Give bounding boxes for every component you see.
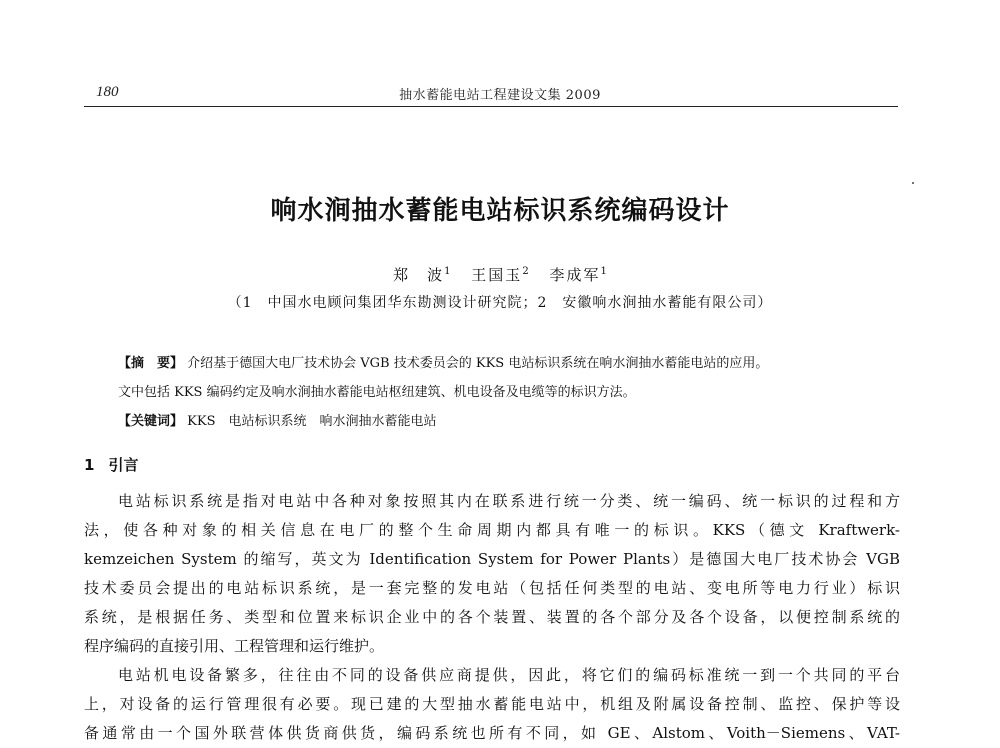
scan-speck xyxy=(912,182,914,184)
keywords-label: 【关键词】 xyxy=(118,414,184,429)
author-affiliation-index: 1 xyxy=(600,266,607,277)
paragraph-line: 技术委员会提出的电站标识系统，是一套完整的发电站（包括任何类型的电站、变电所等电力行业）标识 xyxy=(84,579,900,597)
paragraph-line: 备通常由一个国外联营体供货商供货，编码系统也所有不同，如 GE、Alstom、Voith－Siemens、VAT- xyxy=(84,724,900,742)
section-number: 1 xyxy=(84,456,95,474)
keywords-text: KKS 电站标识系统 响水涧抽水蓄能电站 xyxy=(187,414,437,429)
paragraph-line: 法，使各种对象的相关信息在电厂的整个生命周期内都具有唯一的标识。KKS（德文 Kraftwerk- xyxy=(84,521,900,539)
paragraph-line: 程序编码的直接引用、工程管理和运行维护。 xyxy=(84,637,385,655)
author-name: 李成军 xyxy=(549,266,601,284)
paragraph-line: 电站机电设备繁多，往往由不同的设备供应商提供，因此，将它们的编码标准统一到一个共同的平台 xyxy=(118,666,900,684)
author-name: 王国玉 xyxy=(471,266,523,284)
article-title: 响水涧抽水蓄能电站标识系统编码设计 xyxy=(270,196,730,226)
abstract-label: 【摘 要】 xyxy=(118,356,184,371)
affiliation: （1 中国水电顾问集团华东勘测设计研究院；2 安徽响水涧抽水蓄能有限公司） xyxy=(227,295,773,311)
running-header: 抽水蓄能电站工程建设文集 2009 xyxy=(399,88,601,103)
author-affiliation-index: 2 xyxy=(522,266,529,277)
abstract-text: 文中包括 KKS 编码约定及响水涧抽水蓄能电站枢纽建筑、机电设备及电缆等的标识方法。 xyxy=(118,385,636,400)
author-name: 郑 波 xyxy=(393,266,445,284)
paragraph-line: 系统，是根据任务、类型和位置来标识企业中的各个装置、装置的各个部分及各个设备，以便控制系统的 xyxy=(84,608,900,626)
author-list xyxy=(0,264,1000,285)
paragraph-line: kemzeichen System 的缩写，英文为 Identification System for Power Plants）是德国大电厂技术协会 VGB xyxy=(84,550,900,568)
author-affiliation-index: 1 xyxy=(444,266,451,277)
paragraph-line: 上，对设备的运行管理很有必要。现已建的大型抽水蓄能电站中，机组及附属设备控制、监控、保护等设 xyxy=(84,695,900,713)
abstract-line-2 xyxy=(118,381,918,400)
section-heading xyxy=(84,454,138,475)
paragraph-line: 电站标识系统是指对电站中各种对象按照其内在联系进行统一分类、统一编码、统一标识的过程和方 xyxy=(118,492,900,510)
abstract-text: 介绍基于德国大电厂技术协会 VGB 技术委员会的 KKS 电站标识系统在响水涧抽水蓄能电站的应用。 xyxy=(187,356,769,371)
header-rule xyxy=(84,106,898,107)
abstract-line-1 xyxy=(118,352,918,371)
keywords-line xyxy=(118,410,918,429)
section-title: 引言 xyxy=(108,456,139,474)
page-number: 180 xyxy=(96,84,119,100)
